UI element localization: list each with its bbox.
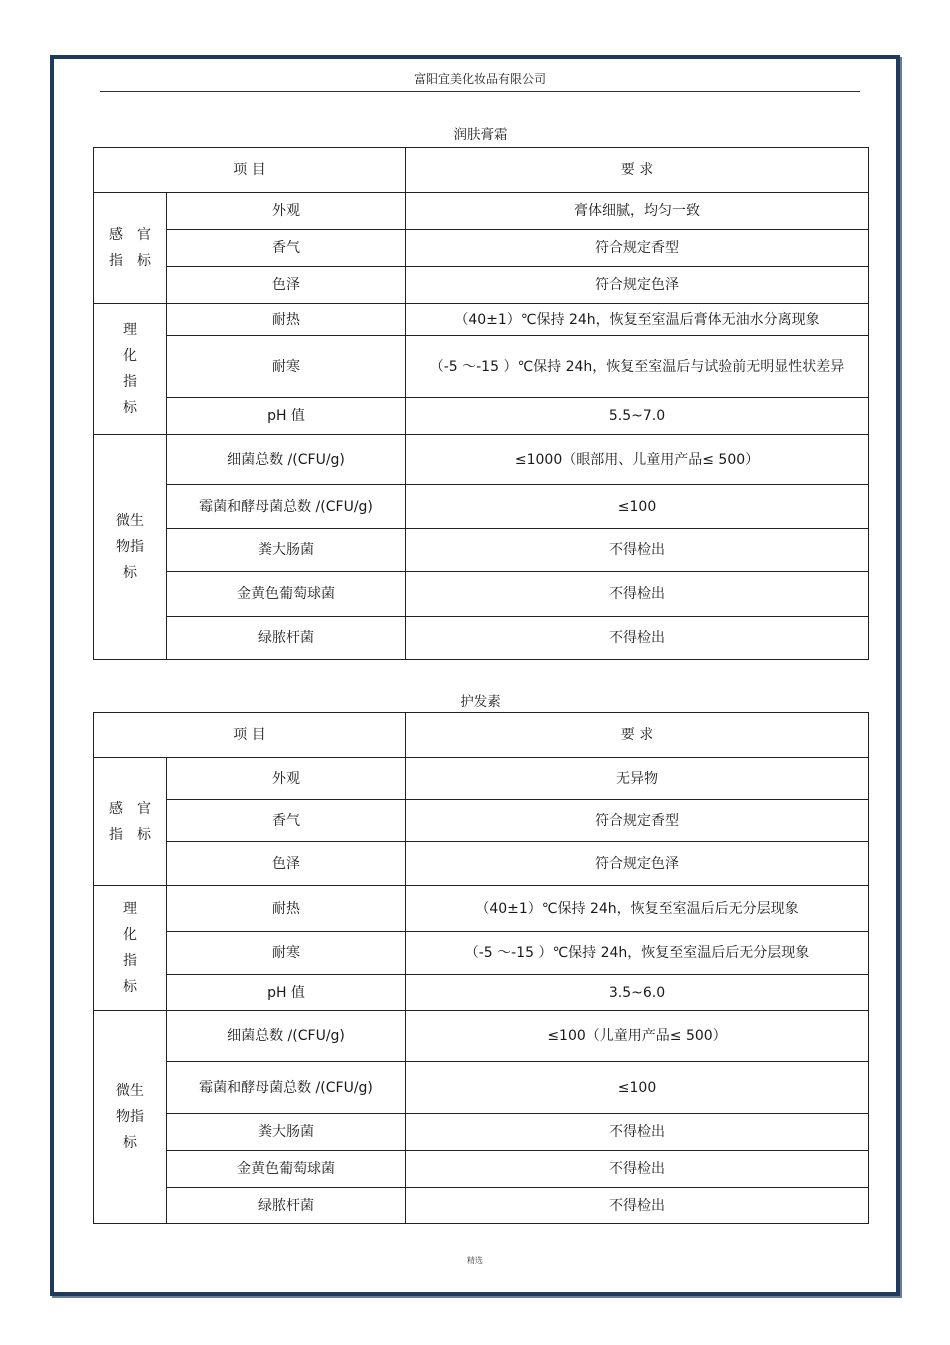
category-label-line: 化 [123, 927, 137, 943]
table-row [94, 617, 869, 660]
category-label-line: 感 官 [109, 800, 151, 817]
item-cell: 细菌总数 /(CFU/g) [167, 435, 406, 485]
category-cell [94, 435, 167, 660]
requirement-cell: 膏体细腻，均匀一致 [406, 193, 869, 230]
requirement-cell: 不得检出 [406, 1151, 869, 1188]
item-cell: 细菌总数 /(CFU/g) [167, 1011, 406, 1062]
table-row [94, 1114, 869, 1151]
table-row [94, 485, 869, 529]
item-cell: 金黄色葡萄球菌 [167, 572, 406, 617]
table-row [94, 398, 869, 435]
spec-table-cream [93, 147, 869, 660]
category-label-line: 理 [123, 901, 137, 917]
requirement-cell: 不得检出 [406, 617, 869, 660]
requirement-cell: ≤100（儿童用产品≤ 500） [406, 1011, 869, 1062]
table-row [94, 886, 869, 932]
col-header-requirement: 要 求 [406, 713, 869, 758]
col-header-item: 项 目 [94, 148, 406, 193]
table-row [94, 932, 869, 975]
requirement-cell: ≤1000（眼部用、儿童用产品≤ 500） [406, 435, 869, 485]
category-label-line: 化 [123, 348, 137, 364]
table-header-row [94, 713, 869, 758]
requirement-cell: 无异物 [406, 758, 869, 800]
category-cell [94, 758, 167, 886]
item-cell: 耐寒 [167, 932, 406, 975]
item-cell: 耐热 [167, 304, 406, 336]
requirement-cell: 不得检出 [406, 572, 869, 617]
category-label-line: 指 标 [109, 253, 151, 269]
item-cell: 绿脓杆菌 [167, 617, 406, 660]
item-cell: 粪大肠菌 [167, 1114, 406, 1151]
requirement-cell: 符合规定香型 [406, 230, 869, 267]
requirement-cell: 不得检出 [406, 1188, 869, 1224]
table-row [94, 842, 869, 886]
header-divider [100, 91, 860, 92]
table-row [94, 800, 869, 842]
requirement-cell: 不得检出 [406, 1114, 869, 1151]
requirement-cell: 符合规定色泽 [406, 267, 869, 304]
item-cell: 香气 [167, 230, 406, 267]
category-label-line: 指 [123, 953, 137, 969]
category-cell [94, 193, 167, 304]
col-header-requirement: 要 求 [406, 148, 869, 193]
requirement-cell: （40±1）℃保持 24h，恢复至室温后膏体无油水分离现象 [406, 304, 869, 336]
table-row [94, 304, 869, 336]
category-label-line: 标 [123, 979, 137, 995]
table-row [94, 230, 869, 267]
category-label-line: 标 [123, 1135, 137, 1151]
requirement-cell: 5.5~7.0 [406, 398, 869, 435]
category-label-line: 指 标 [109, 826, 151, 843]
category-cell [94, 304, 167, 435]
requirement-cell: ≤100 [406, 485, 869, 529]
requirement-cell: 符合规定香型 [406, 800, 869, 842]
category-label-line: 理 [123, 322, 137, 338]
table-row [94, 193, 869, 230]
item-cell: 色泽 [167, 267, 406, 304]
table-title-1: 润肤膏霜 [453, 127, 508, 143]
requirement-cell: ≤100 [406, 1062, 869, 1114]
table-row [94, 1188, 869, 1224]
category-cell [94, 886, 167, 1011]
item-cell: pH 值 [167, 398, 406, 435]
item-cell: 耐寒 [167, 336, 406, 398]
table-row [94, 1011, 869, 1062]
table-row [94, 758, 869, 800]
table-row [94, 267, 869, 304]
category-label-line: 微生 [116, 1083, 144, 1099]
item-cell: 绿脓杆菌 [167, 1188, 406, 1224]
category-cell [94, 1011, 167, 1224]
table-header-row [94, 148, 869, 193]
table-title-2: 护发素 [460, 694, 501, 710]
requirement-cell: 不得检出 [406, 529, 869, 572]
category-label-line: 感 官 [109, 227, 151, 243]
requirement-cell: （-5 ～-15 ）℃保持 24h，恢复至室温后与试验前无明显性状差异 [406, 336, 869, 398]
table-row [94, 336, 869, 398]
item-cell: 色泽 [167, 842, 406, 886]
requirement-cell: （40±1）℃保持 24h，恢复至室温后后无分层现象 [406, 886, 869, 932]
table-row [94, 529, 869, 572]
item-cell: 霉菌和酵母菌总数 /(CFU/g) [167, 485, 406, 529]
requirement-cell: （-5 ～-15 ）℃保持 24h，恢复至室温后后无分层现象 [406, 932, 869, 975]
requirement-cell: 符合规定色泽 [406, 842, 869, 886]
item-cell: 金黄色葡萄球菌 [167, 1151, 406, 1188]
spec-table-conditioner [93, 712, 869, 1224]
category-label-line: 标 [123, 400, 137, 416]
page-footer: 精选 [467, 1256, 483, 1265]
table-row [94, 975, 869, 1011]
table-row [94, 1151, 869, 1188]
item-cell: 香气 [167, 800, 406, 842]
item-cell: 外观 [167, 758, 406, 800]
item-cell: 外观 [167, 193, 406, 230]
table-row [94, 435, 869, 485]
col-header-item: 项 目 [94, 713, 406, 758]
category-label-line: 物指 [116, 1109, 144, 1125]
table-row [94, 572, 869, 617]
category-label-line: 指 [123, 374, 137, 390]
item-cell: pH 值 [167, 975, 406, 1011]
company-header: 富阳宜美化妆品有限公司 [413, 72, 546, 86]
category-label-line: 物指 [116, 539, 144, 555]
category-label-line: 标 [123, 565, 137, 581]
category-label-line: 微生 [116, 513, 144, 529]
table-row [94, 1062, 869, 1114]
item-cell: 粪大肠菌 [167, 529, 406, 572]
item-cell: 霉菌和酵母菌总数 /(CFU/g) [167, 1062, 406, 1114]
item-cell: 耐热 [167, 886, 406, 932]
requirement-cell: 3.5~6.0 [406, 975, 869, 1011]
